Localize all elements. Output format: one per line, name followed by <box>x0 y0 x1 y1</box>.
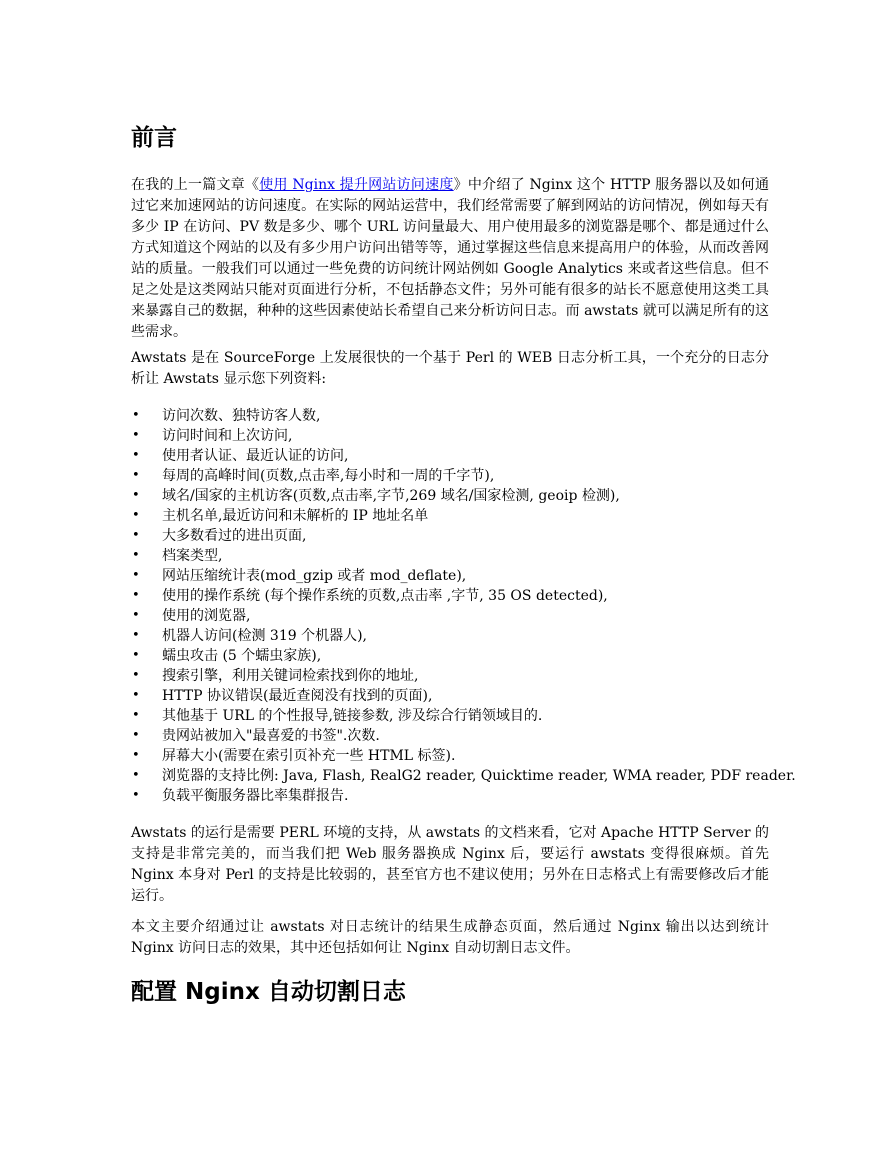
bullet-icon: • <box>132 568 140 583</box>
section-heading-nginx-log-rotation: 配置 Nginx 自动切割日志 <box>131 979 406 1005</box>
bullet-icon: • <box>132 688 140 703</box>
intro-text-before-link: 在我的上一篇文章《 <box>131 177 260 193</box>
page-heading-preface: 前言 <box>131 125 177 151</box>
feature-list-item <box>131 426 771 446</box>
feature-list-item <box>131 706 771 726</box>
feature-text: 负载平衡服务器比率集群报告. <box>162 788 349 804</box>
feature-text: 档案类型, <box>162 548 223 564</box>
feature-text: 贵网站被加入"最喜爱的书签".次数. <box>162 728 380 744</box>
bullet-icon: • <box>132 588 140 603</box>
bullet-icon: • <box>132 448 140 463</box>
feature-list-item <box>131 746 771 766</box>
bullet-icon: • <box>132 728 140 743</box>
article-scope-paragraph: 本文主要介绍通过让 awstats 对日志统计的结果生成静态页面，然后通过 Nginx 输出以达到统计 Nginx 访问日志的效果，其中还包括如何让 Nginx 自动切割日志文件。 <box>131 919 769 956</box>
bullet-icon: • <box>132 428 140 443</box>
feature-list-item <box>131 766 796 786</box>
bullet-icon: • <box>132 528 140 543</box>
feature-text: 其他基于 URL 的个性报导,链接参数, 涉及综合行销领域目的. <box>162 708 543 724</box>
feature-list-item <box>131 546 771 566</box>
feature-list-item <box>131 486 771 506</box>
bullet-icon: • <box>132 748 140 763</box>
intro-paragraph <box>131 175 769 343</box>
bullet-icon: • <box>132 648 140 663</box>
feature-text: 访问时间和上次访问, <box>162 428 293 444</box>
bullet-icon: • <box>132 508 140 523</box>
feature-list-item <box>131 646 771 666</box>
previous-article-link[interactable]: 使用 Nginx 提升网站访问速度 <box>259 177 454 193</box>
feature-list-item <box>131 686 771 706</box>
feature-list-item <box>131 666 771 686</box>
feature-text: 域名/国家的主机访客(页数,点击率,字节,269 域名/国家检测, geoip 检测), <box>162 488 620 504</box>
awstats-requirements-paragraph: Awstats 的运行是需要 PERL 环境的支持，从 awstats 的文档来看，它对 Apache HTTP Server 的支持是非常完美的，而当我们把 Web 服务器换成 Nginx 后，要运行 awstats 变得很麻烦。首先 Nginx 本身对 Perl 的支持是比较弱的，甚至官方也不建议使用；另外在日志格式上有需要修改后才能运行。 <box>131 825 769 904</box>
feature-list-item <box>131 606 771 626</box>
feature-list-item <box>131 506 771 526</box>
feature-text: 使用者认证、最近认证的访问, <box>162 448 349 464</box>
feature-text: 使用的浏览器, <box>162 608 251 624</box>
feature-list-item <box>131 526 771 546</box>
feature-text: 大多数看过的进出页面, <box>162 528 307 544</box>
feature-list-item <box>131 406 771 426</box>
bullet-icon: • <box>132 468 140 483</box>
feature-text: HTTP 协议错误(最近查阅没有找到的页面), <box>162 688 433 704</box>
bullet-icon: • <box>132 668 140 683</box>
feature-list <box>131 406 796 806</box>
feature-text: 屏幕大小(需要在索引页补充一些 HTML 标签). <box>162 748 456 764</box>
feature-text: 主机名单,最近访问和未解析的 IP 地址名单 <box>162 508 429 524</box>
feature-text: 蠕虫攻击 (5 个蠕虫家族), <box>162 648 322 664</box>
bullet-icon: • <box>132 408 140 423</box>
feature-text: 网站压缩统计表(mod_gzip 或者 mod_deflate), <box>162 568 467 584</box>
feature-text: 机器人访问(检测 319 个机器人), <box>162 628 367 644</box>
bullet-icon: • <box>132 488 140 503</box>
bullet-icon: • <box>132 768 140 783</box>
feature-text: 使用的操作系统 (每个操作系统的页数,点击率 ,字节, 35 OS detected), <box>162 588 608 604</box>
feature-list-item <box>131 786 771 806</box>
feature-text: 搜索引擎，利用关键词检索找到你的地址, <box>162 668 419 684</box>
feature-text: 每周的高峰时间(页数,点击率,每小时和一周的千字节), <box>162 468 495 484</box>
feature-list-item <box>131 446 771 466</box>
bullet-icon: • <box>132 788 140 803</box>
feature-list-item <box>131 466 771 486</box>
feature-list-item <box>131 586 771 606</box>
feature-text: 浏览器的支持比例: Java, Flash, RealG2 reader, Quicktime reader, WMA reader, PDF reader. <box>162 768 796 784</box>
bullet-icon: • <box>132 608 140 623</box>
bullet-icon: • <box>132 708 140 723</box>
awstats-intro-paragraph: Awstats 是在 SourceForge 上发展很快的一个基于 Perl 的 WEB 日志分析工具，一个充分的日志分析让 Awstats 显示您下列资料: <box>131 350 769 387</box>
feature-list-item <box>131 726 771 746</box>
feature-list-item <box>131 566 771 586</box>
feature-text: 访问次数、独特访客人数, <box>162 408 321 424</box>
intro-text-after-link: 》中介绍了 Nginx 这个 HTTP 服务器以及如何通过它来加速网站的访问速度。在实际的网站运营中，我们经常需要了解到网站的访问情况，例如每天有多少 IP 在访问、PV 数是多少、哪个 URL 访问量最大、用户使用最多的浏览器是哪个、都是通过什么方式知道这个网站的以及有多少用户访问出错等等，通过掌握这些信息来提高用户的体验，从而改善网站的质量。一般我们可以通过一些免费的访问统计网站例如 Google Analytics 来或者这些信息。但不足之处是这类网站只能对页面进行分析，不包括静态文件；另外可能有很多的站长不愿意使用这类工具来暴露自己的数据，种种的这些因素使站长希望自己来分析访问日志。而 awstats 就可以满足所有的这些需求。 <box>131 177 769 340</box>
bullet-icon: • <box>132 548 140 563</box>
feature-list-item <box>131 626 771 646</box>
bullet-icon: • <box>132 628 140 643</box>
